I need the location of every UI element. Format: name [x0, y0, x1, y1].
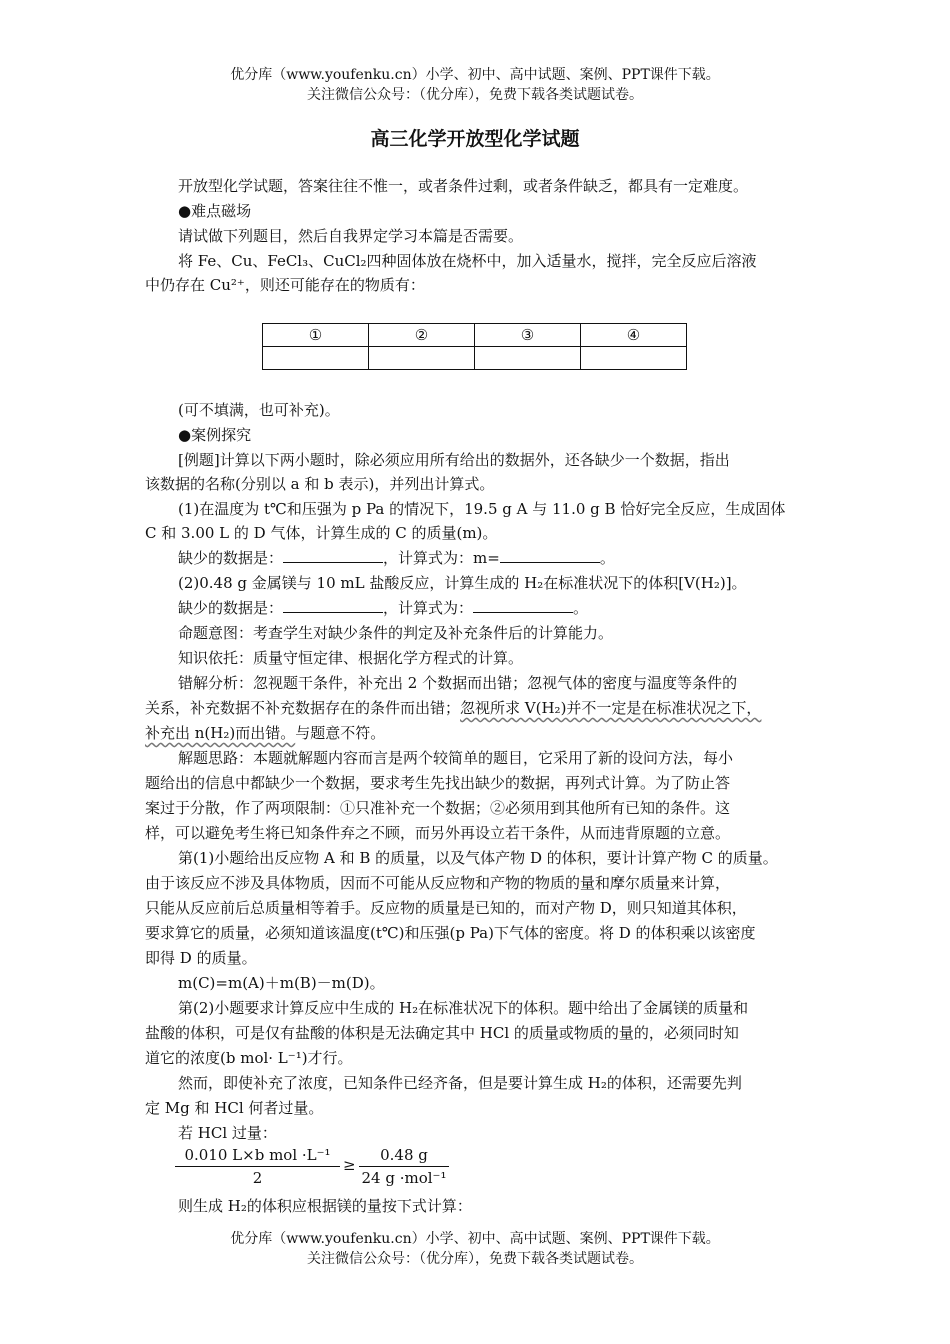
answer-blank-cell[interactable] [263, 347, 369, 370]
blank1-formula[interactable] [500, 548, 600, 563]
basis-paragraph: 知识依托：质量守恒定律、根据化学方程式的计算。 [178, 649, 524, 667]
part2-line-1: 第(2)小题要求计算反应中生成的 H₂在标准状况下的体积。题中给出了金属镁的质量和 [178, 999, 749, 1017]
answer-table-header-row [263, 324, 687, 347]
part1-line-5: 即得 D 的质量。 [145, 949, 257, 967]
answer-table-header-cell: ② [369, 324, 475, 347]
page-header-line1: 优分库（www.youfenku.cn）小学、初中、高中试题、案例、PPT课件下载。 [230, 67, 720, 83]
part3-line-1: 然而，即使补充了浓度，已知条件已经齐备，但是要计算生成 H₂的体积，还需要先判 [178, 1074, 742, 1092]
blank2-formula[interactable] [473, 598, 573, 613]
blank2-end: 。 [573, 599, 589, 617]
problem1-line-2: C 和 3.00 L 的 D 气体，计算生成的 C 的质量(m)。 [145, 524, 498, 542]
try-instruction: 请试做下列题目，然后自我界定学习本篇是否需要。 [178, 227, 524, 245]
fraction-right-denominator: 24 g ·mol⁻¹ [361, 1169, 447, 1187]
error-analysis-line-1: 错解分析：忽视题干条件，补充出 2 个数据而出错；忽视气体的密度与温度等条件的 [178, 674, 738, 692]
part3-line-2: 定 Mg 和 HCl 何者过量。 [145, 1099, 324, 1117]
fraction-left-numerator: 0.010 L×b mol ·L⁻¹ [175, 1146, 340, 1167]
blank1-middle: ，计算式为：m= [383, 549, 500, 567]
answer-table-header-cell: ③ [475, 324, 581, 347]
fraction-left-denominator: 2 [252, 1169, 263, 1187]
page-header-line2: 关注微信公众号：（优分库），免费下载各类试题试卷。 [307, 87, 643, 103]
h2-volume-line: 则生成 H₂的体积应根据镁的量按下式计算： [178, 1197, 472, 1215]
intent-paragraph: 命题意图：考查学生对缺少条件的判定及补充条件后的计算能力。 [178, 624, 614, 642]
answer-blank-cell[interactable] [369, 347, 475, 370]
fraction-right [359, 1146, 449, 1187]
section-heading-cases: ●案例探究 [178, 426, 252, 444]
question-line-2: 中仍存在 Cu²⁺，则还可能存在的物质有： [145, 276, 425, 294]
page-footer-line1: 优分库（www.youfenku.cn）小学、初中、高中试题、案例、PPT课件下载。 [230, 1231, 720, 1247]
error-analysis-line-3 [145, 721, 810, 746]
solution-line-1: 解题思路：本题就解题内容而言是两个较简单的题目，它采用了新的设问方法，每小 [178, 749, 734, 767]
part1-line-2: 由于该反应不涉及具体物质，因而不可能从反应物和产物的物质的量和摩尔质量来计算， [145, 874, 731, 892]
intro-paragraph: 开放型化学试题，答案往往不惟一，或者条件过剩，或者条件缺乏，都具有一定难度。 [178, 177, 749, 195]
blank2-prefix: 缺少的数据是： [178, 599, 284, 617]
problem2-line-1: (2)0.48 g 金属镁与 10 mL 盐酸反应，计算生成的 H₂在标准状况下的体积[V(H₂)]。 [178, 574, 747, 592]
part1-line-3: 只能从反应前后总质量相等着手。反应物的质量是已知的，而对产物 D，则只知道其体积， [145, 899, 747, 917]
solution-line-4: 样，可以避免考生将已知条件弃之不顾，而另外再设立若干条件，从而违背原题的立意。 [145, 824, 731, 842]
blank2-middle: ，计算式为： [383, 599, 474, 617]
page-footer-line2: 关注微信公众号：（优分库），免费下载各类试题试卷。 [307, 1251, 643, 1267]
part2-line-3: 道它的浓度(b mol· L⁻¹)才行。 [145, 1049, 353, 1067]
answer-table-header-cell: ① [263, 324, 369, 347]
blank1-missing-data[interactable] [283, 548, 383, 563]
problem2-blank-line [145, 596, 810, 621]
part1-line-4: 要求算它的质量，必须知道该温度(t℃)和压强(p Pa)下气体的密度。将 D 的体积乘以该密度 [145, 924, 756, 942]
fraction-left [175, 1146, 340, 1187]
question-line-1: 将 Fe、Cu、FeCl₃、CuCl₂四种固体放在烧杯中，加入适量水，搅拌，完全反应后溶液 [178, 252, 757, 270]
blank1-end: 。 [599, 549, 615, 567]
part1-line-1: 第(1)小题给出反应物 A 和 B 的质量，以及气体产物 D 的体积，要计计算产物 C 的质量。 [178, 849, 778, 867]
example-line-1: [例题]计算以下两小题时，除必须应用所有给出的数据外，还各缺少一个数据，指出 [178, 451, 730, 469]
example-line-2: 该数据的名称(分别以 a 和 b 表示)，并列出计算式。 [145, 475, 495, 493]
part2-line-2: 盐酸的体积，可是仅有盐酸的体积是无法确定其中 HCl 的质量或物质的量的，必须同时知 [145, 1024, 739, 1042]
answer-blank-cell[interactable] [581, 347, 687, 370]
problem1-blank-line [145, 546, 810, 571]
answer-blank-cell[interactable] [475, 347, 581, 370]
hcl-excess-label: 若 HCl 过量： [178, 1124, 277, 1142]
document-title: 高三化学开放型化学试题 [370, 128, 580, 150]
solution-line-2: 题给出的信息中都缺少一个数据，要求考生先找出缺少的数据，再列式计算。为了防止答 [145, 774, 731, 792]
error-analysis-line-3a: 补充出 n(H₂)而出错。 [145, 724, 296, 742]
fraction-right-numerator: 0.48 g [359, 1146, 449, 1167]
answer-table [262, 323, 687, 370]
answer-table-blank-row [263, 347, 687, 370]
problem1-line-1: (1)在温度为 t℃和压强为 p Pa 的情况下，19.5 g A 与 11.0 g B 恰好完全反应，生成固体 [178, 500, 786, 518]
error-analysis-line-2 [145, 696, 810, 721]
table-note: (可不填满，也可补充)。 [178, 401, 340, 419]
answer-table-header-cell: ④ [581, 324, 687, 347]
section-heading-difficulty: ●难点磁场 [178, 202, 252, 220]
solution-line-3: 案过于分散，作了两项限制：①只准补充一个数据；②必须用到其他所有已知的条件。这 [145, 799, 731, 817]
mass-formula: m(C)=m(A)＋m(B)－m(D)。 [178, 974, 385, 992]
blank1-prefix: 缺少的数据是： [178, 549, 284, 567]
error-analysis-line-2a: 关系，补充数据不补充数据存在的条件而出错； [145, 699, 461, 717]
error-analysis-line-2b: 忽视所求 V(H₂)并不一定是在标准状况之下， [460, 699, 762, 717]
blank2-missing-data[interactable] [283, 598, 383, 613]
geq-sign: ≥ [343, 1156, 356, 1174]
error-analysis-line-3b: 与题意不符。 [295, 724, 386, 742]
